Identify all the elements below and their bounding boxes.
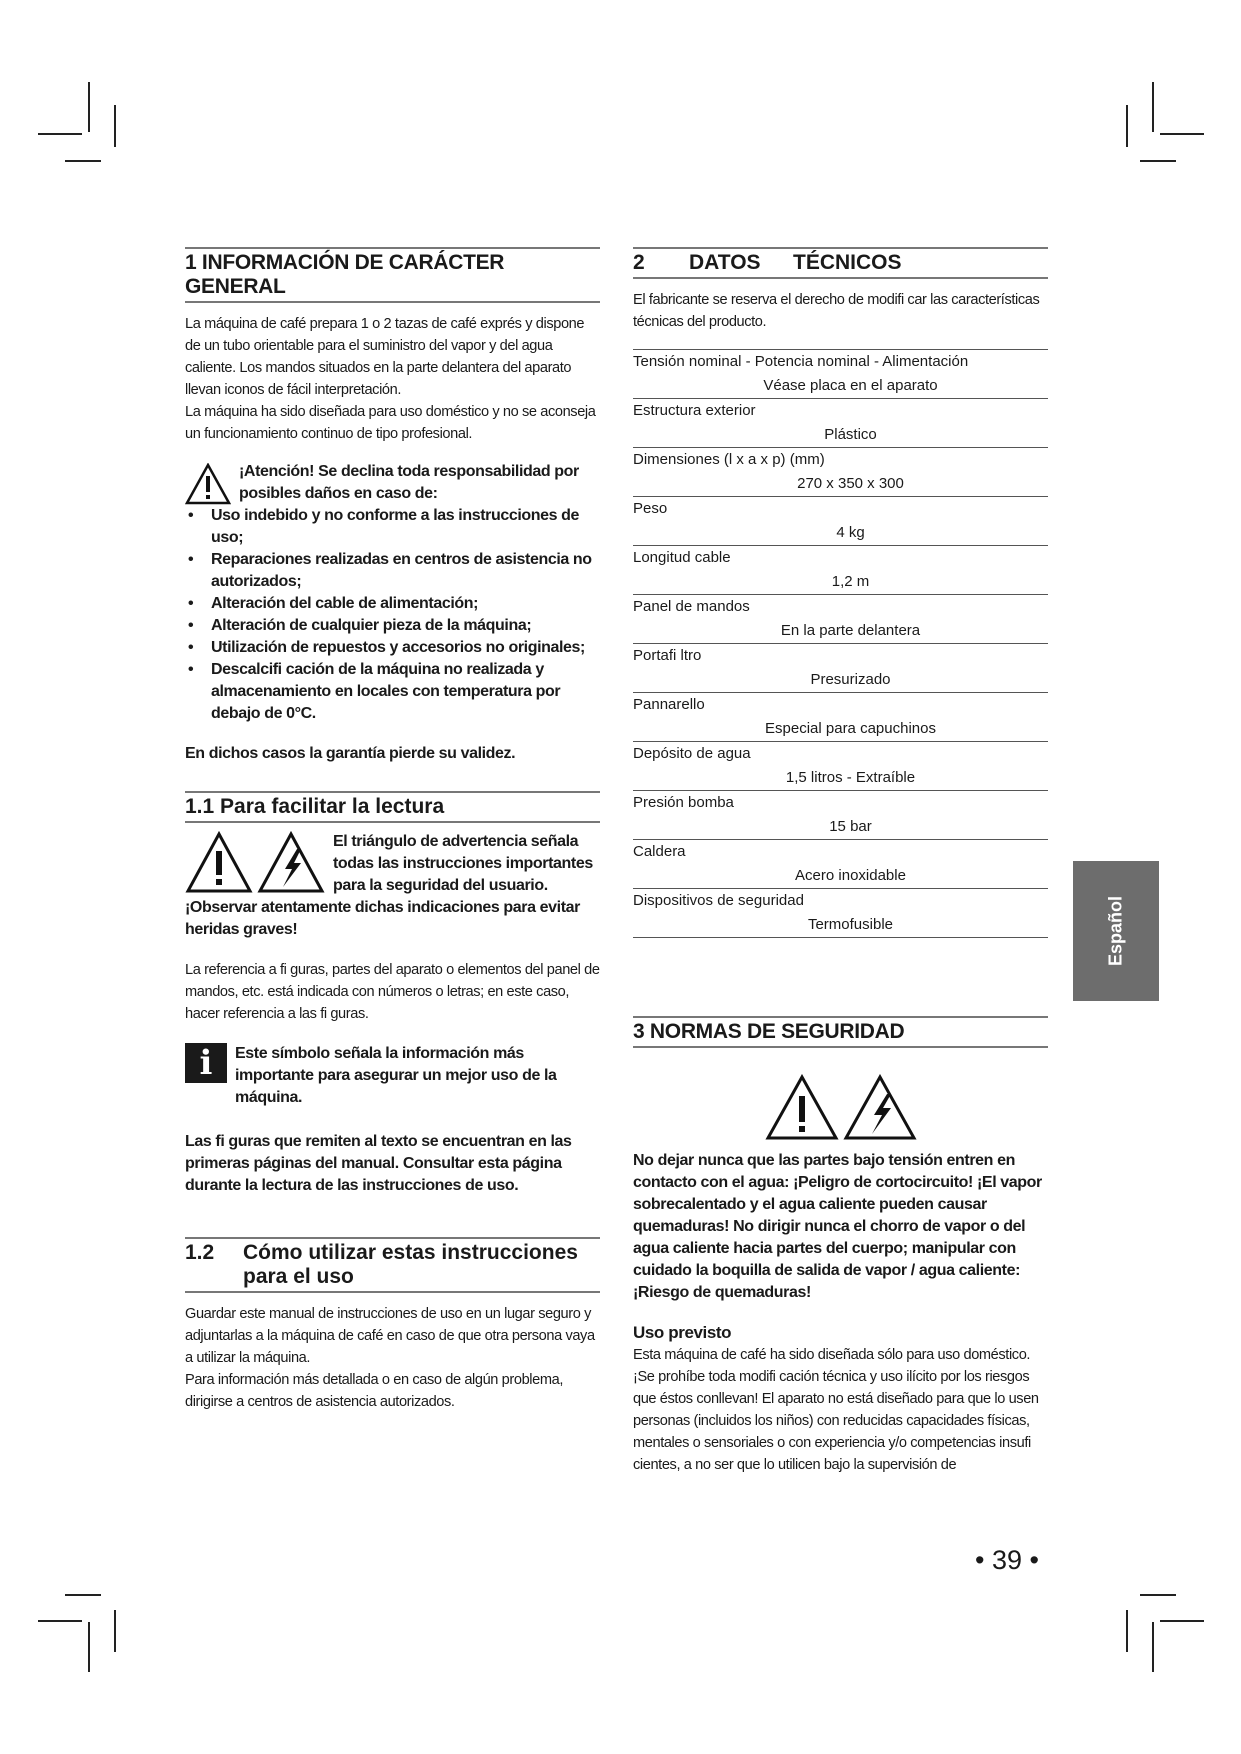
crop-mark [1126, 1610, 1128, 1652]
warning-item: • Utilización de repuestos y accesorios no originales; [185, 637, 600, 659]
triangle-explanation [185, 831, 600, 897]
spec-label: Dispositivos de seguridad [633, 892, 804, 909]
spec-label: Longitud cable [633, 549, 731, 566]
warning-triangle-icon [765, 1074, 839, 1142]
spec-value: 270 x 350 x 300 [797, 475, 904, 492]
crop-mark [1140, 1594, 1176, 1596]
spec-label: Tensión nominal - Potencia nominal - Alimentación [633, 353, 969, 370]
warranty-note: En dichos casos la garantía pierde su validez. [185, 745, 516, 762]
triangle-description: El triángulo de advertencia señala todas las instrucciones importantes para la seguridad del usuario. [333, 833, 593, 894]
crop-mark [38, 1620, 82, 1622]
spec-label: Panel de mandos [633, 598, 750, 615]
info-icon: i [185, 1043, 227, 1083]
section-1-2-number: 1.2 [185, 1241, 215, 1264]
section-1-1-title: 1.1 Para facilitar la lectura [185, 791, 600, 823]
spec-row [633, 791, 1048, 840]
spec-label: Peso [633, 500, 668, 517]
spec-value: Especial para capuchinos [765, 720, 936, 737]
spec-row [633, 693, 1048, 742]
spec-value: Acero inoxidable [795, 867, 906, 884]
spec-value: Presurizado [810, 671, 891, 688]
warning-block [185, 461, 600, 505]
spec-value: 4 kg [836, 524, 865, 541]
spec-value: Véase placa en el aparato [763, 377, 938, 394]
section-1-2-title [185, 1237, 600, 1293]
crop-mark [1152, 1622, 1154, 1672]
spec-row [633, 350, 1048, 399]
spec-label: Dimensiones (l x a x p) (mm) [633, 451, 825, 468]
crop-mark [114, 105, 116, 147]
warning-item: • Reparaciones realizadas en centros de asistencia no autorizados; [185, 549, 600, 593]
info-text: Este símbolo señala la información más importante para asegurar un mejor uso de la máquina. [235, 1045, 557, 1106]
warning-item: • Descalcifi cación de la máquina no realizada y almacenamiento en locales con temperatura por debajo de 0°C. [185, 659, 600, 725]
safety-icons [633, 1074, 1048, 1142]
warning-item: • Alteración de cualquier pieza de la máquina; [185, 615, 600, 637]
crop-mark [1140, 160, 1176, 162]
spec-row [633, 644, 1048, 693]
crop-mark [1152, 82, 1154, 132]
spec-row [633, 595, 1048, 644]
electric-hazard-icon [843, 1074, 917, 1142]
spec-table [633, 349, 1048, 938]
section-1-2-heading: Cómo utilizar estas instrucciones para el uso [243, 1241, 578, 1288]
intended-use-paragraph: ¡Se prohíbe toda modifi cación técnica y uso ilícito por los riesgos que éstos conllevan! El aparato no está diseñado para que lo usen personas (incluidos los niños) con reducidas capacidades físicas, mentales o sensoriales o con experiencia y/o competencias insufi cientes, a no ser que lo utilicen bajo la supervisión de [633, 1369, 1039, 1473]
section-3-title: 3 NORMAS DE SEGURIDAD [633, 1016, 1048, 1048]
language-tab [1073, 861, 1159, 1001]
section-1-2-paragraph: Para información más detallada o en caso de algún problema, dirigirse a centros de asistencia autorizados. [185, 1372, 563, 1410]
crop-mark [65, 1594, 101, 1596]
warning-triangle-icon [185, 463, 231, 505]
spec-label: Presión bomba [633, 794, 734, 811]
spec-label: Depósito de agua [633, 745, 751, 762]
crop-mark [65, 160, 101, 162]
safety-warning: No dejar nunca que las partes bajo tensión entren en contacto con el agua: ¡Peligro de cortocircuito! ¡El vapor sobrecalentado y el agua caliente pueden causar quemaduras! No dirigir nunca el chorro de vapor o del agua caliente hacia partes del cuerpo; manipular con cuidado la boquilla de salida de vapor / agua caliente: ¡Riesgo de quemaduras! [633, 1152, 1042, 1301]
warning-triangle-icon [185, 831, 253, 895]
spec-label: Pannarello [633, 696, 705, 713]
spec-value: 1,2 m [831, 573, 870, 590]
figures-note: Las fi guras que remiten al texto se encuentran en las primeras páginas del manual. Consultar esta página durante la lectura de las instrucciones de uso. [185, 1133, 572, 1194]
spec-row [633, 497, 1048, 546]
spec-value: 1,5 litros - Extraíble [785, 769, 916, 786]
section-1-paragraph: La máquina ha sido diseñada para uso doméstico y no se aconseja un funcionamiento continuo de tipo profesional. [185, 404, 596, 442]
intended-use-title: Uso previsto [633, 1323, 732, 1342]
spec-label: Caldera [633, 843, 686, 860]
warning-list [185, 505, 600, 725]
page-number: • 39 • [975, 1545, 1039, 1575]
spec-row [633, 546, 1048, 595]
spec-value: 15 bar [829, 818, 872, 835]
spec-value: Plástico [824, 426, 877, 443]
crop-mark [1160, 1620, 1204, 1622]
figure-reference-paragraph: La referencia a fi guras, partes del aparato o elementos del panel de mandos, etc. está indicada con números o letras; en este caso, hacer referencia a las fi guras. [185, 962, 600, 1022]
warning-item: • Alteración del cable de alimentación; [185, 593, 600, 615]
crop-mark [38, 133, 82, 135]
electric-hazard-icon [257, 831, 325, 895]
section-2-word: DATOS [689, 251, 761, 274]
crop-mark [88, 82, 90, 132]
section-2-word: TÉCNICOS [793, 251, 902, 274]
language-tab-label: Español [1105, 895, 1126, 967]
right-column [633, 247, 1048, 1476]
crop-mark [1126, 105, 1128, 147]
section-1-2-paragraph: Guardar este manual de instrucciones de uso en un lugar seguro y adjuntarlas a la máquina de café en caso de que otra persona vaya a utilizar la máquina. [185, 1306, 595, 1366]
spec-value: En la parte delantera [780, 622, 921, 639]
crop-mark [88, 1622, 90, 1672]
spec-label: Estructura exterior [633, 402, 756, 419]
section-2-intro: El fabricante se reserva el derecho de modifi car las características técnicas del producto. [633, 292, 1040, 330]
left-column [185, 247, 600, 1413]
info-block [185, 1043, 600, 1109]
spec-label: Portafi ltro [633, 647, 702, 664]
crop-mark [1160, 133, 1204, 135]
warning-heading: ¡Atención! Se declina toda responsabilidad por posibles daños en caso de: [239, 463, 579, 502]
section-2-number: 2 [633, 251, 645, 274]
intended-use-paragraph: Esta máquina de café ha sido diseñada sólo para uso doméstico. [633, 1347, 1031, 1363]
spec-value: Termofusible [807, 916, 894, 933]
spec-row [633, 889, 1048, 938]
section-1-title: 1 INFORMACIÓN DE CARÁCTER GENERAL [185, 247, 600, 303]
spec-row [633, 399, 1048, 448]
section-1-paragraph: La máquina de café prepara 1 o 2 tazas de café exprés y dispone de un tubo orientable para el suministro del vapor y del agua caliente. Los mandos situados en la parte delantera del aparato llevan iconos de fácil interpretación. [185, 316, 585, 398]
section-2-title [633, 247, 1048, 279]
spec-row [633, 742, 1048, 791]
warning-item: • Uso indebido y no conforme a las instrucciones de uso; [185, 505, 600, 549]
spec-row [633, 840, 1048, 889]
crop-mark [114, 1610, 116, 1652]
observe-note: ¡Observar atentamente dichas indicaciones para evitar heridas graves! [185, 899, 580, 938]
spec-row [633, 448, 1048, 497]
